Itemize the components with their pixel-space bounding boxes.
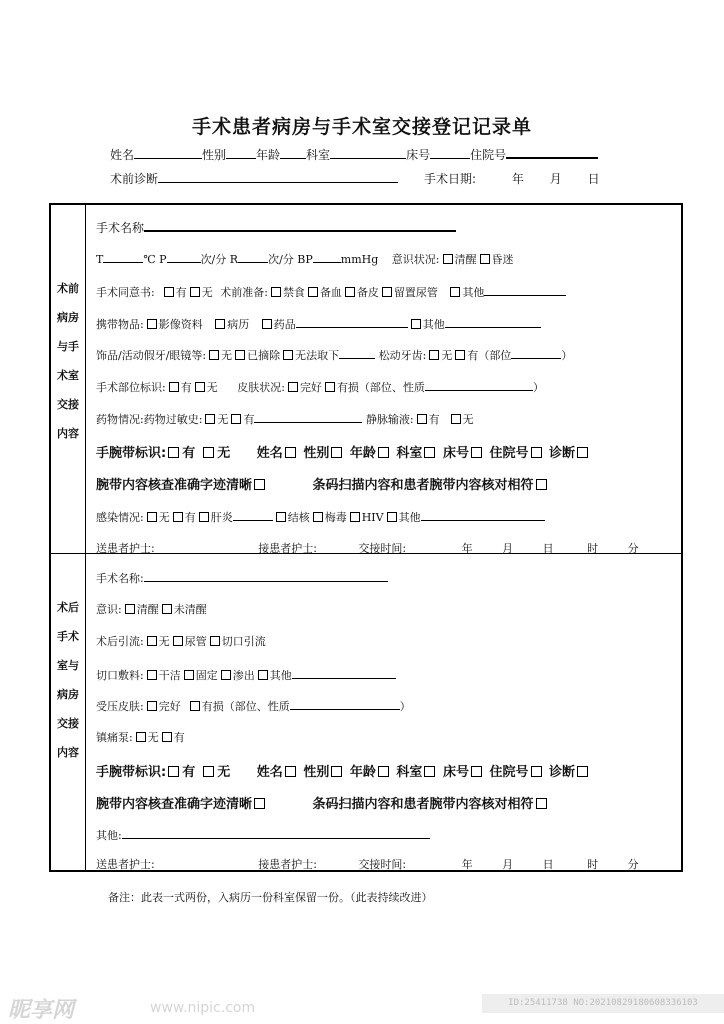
side-label-line: 术后: [57, 601, 79, 614]
post-sender-nurse-label: 送患者护士:: [96, 858, 155, 871]
pressure-damage-field[interactable]: [290, 697, 400, 710]
side-label-line: 病房: [57, 688, 79, 701]
option-label: 姓名: [256, 446, 283, 461]
header-patient-info: [110, 145, 598, 163]
paren-close: ）: [561, 349, 573, 362]
belongings-row: [96, 315, 541, 332]
post-awake-checkbox[interactable]: [125, 604, 135, 614]
option-label: 切口引流: [221, 635, 266, 648]
allergy-yes-checkbox[interactable]: [231, 414, 241, 424]
check2-checkbox[interactable]: [536, 479, 547, 490]
option-label: 其他: [269, 669, 292, 682]
time-minute: 分: [627, 542, 639, 555]
wb-name-checkbox[interactable]: [285, 447, 296, 458]
skin-prep-checkbox[interactable]: [345, 287, 355, 297]
pump-row: [96, 729, 185, 745]
drainage-row: [96, 633, 266, 649]
side-label-line: 与手: [57, 340, 79, 353]
post-receiver-nurse-label: 接患者护士:: [258, 858, 317, 871]
time-day: 日: [542, 858, 554, 871]
wristband-row: [96, 442, 591, 461]
diagnosis-label: 术前诊断: [110, 172, 159, 186]
site-mark-label: 手术部位标识:: [96, 381, 166, 394]
time-year: 年: [461, 542, 473, 555]
post-consciousness-label: 意识:: [96, 603, 122, 616]
dept-label: 科室: [306, 148, 331, 162]
loose-teeth-label: 松动牙齿:: [378, 349, 427, 362]
prep-label: 术前准备:: [220, 286, 268, 299]
wb-no-checkbox[interactable]: [203, 447, 214, 458]
temp-field[interactable]: [103, 250, 143, 263]
post-surgery-name-label: 手术名称:: [96, 572, 144, 585]
option-label: 禁食: [282, 286, 305, 299]
pressure-skin-row: [96, 697, 411, 714]
vitals-row: [96, 250, 514, 267]
time-minute: 分: [627, 858, 639, 871]
teeth-yes-checkbox[interactable]: [455, 350, 465, 360]
side-label-line: 交接: [57, 398, 79, 411]
page-title: 手术患者病房与手术室交接登记记录单: [191, 116, 532, 138]
post-wb-name-checkbox[interactable]: [285, 766, 296, 777]
post-wb-admission-checkbox[interactable]: [531, 766, 542, 777]
option-label: 有: [180, 381, 192, 394]
pulse-unit: 次/分: [200, 253, 227, 266]
option-label: 无: [221, 349, 233, 362]
bp-unit: mmHg: [340, 253, 379, 266]
surgery-date: [424, 170, 600, 187]
consent-no-checkbox[interactable]: [190, 287, 200, 297]
hiv-checkbox[interactable]: [350, 512, 360, 522]
post-op-side-label: [51, 593, 85, 767]
resp-field[interactable]: [238, 250, 268, 263]
resp-label: R: [229, 253, 239, 266]
time-month: 月: [502, 858, 514, 871]
post-handover-time-label: 交接时间:: [358, 858, 407, 871]
infection-row: [96, 508, 545, 525]
option-label: 性别: [303, 765, 330, 780]
age-field[interactable]: [280, 146, 306, 159]
option-label: 无: [217, 413, 229, 426]
sender-nurse-label: 送患者护士:: [96, 542, 155, 555]
check1-checkbox[interactable]: [254, 479, 265, 490]
acc-none-checkbox[interactable]: [209, 350, 219, 360]
wristband-label: 手腕带标识:: [96, 446, 167, 461]
option-label: 肝炎: [210, 511, 233, 524]
post-wristband-check-row: [96, 793, 550, 812]
option-label: 备皮: [356, 286, 379, 299]
tb-checkbox[interactable]: [276, 512, 286, 522]
date-year: 年: [511, 172, 524, 186]
option-label: 年龄: [349, 446, 376, 461]
temp-label: T: [96, 253, 104, 266]
post-not-awake-checkbox[interactable]: [162, 604, 172, 614]
post-surgery-name-row: [96, 569, 388, 586]
option-label: 无: [206, 381, 218, 394]
option-label: 梅毒: [324, 511, 347, 524]
option-label: 住院号: [489, 765, 529, 780]
option-label: 有损（部位、性质: [336, 381, 425, 394]
consent-row: [96, 283, 566, 300]
option-label: 其他: [398, 511, 421, 524]
option-label: 有: [184, 511, 196, 524]
acc-unable-checkbox[interactable]: [283, 350, 293, 360]
option-label: 完好: [158, 700, 181, 713]
infection-other-checkbox[interactable]: [387, 512, 397, 522]
consent-label: 手术同意书:: [96, 286, 155, 299]
acc-unable-field[interactable]: [339, 346, 375, 359]
post-wristband-row: [96, 761, 591, 780]
surgery-date-label: 手术日期:: [424, 172, 477, 186]
surgery-name-label: 手术名称: [96, 221, 145, 235]
admission-no-label: 住院号: [470, 148, 507, 162]
gender-field[interactable]: [226, 146, 256, 159]
option-label: 有损（部位、性质: [201, 700, 290, 713]
option-label: 有: [175, 286, 187, 299]
drugs-checkbox[interactable]: [262, 319, 272, 329]
pump-label: 镇痛泵:: [96, 731, 133, 744]
post-check1-checkbox[interactable]: [254, 798, 265, 809]
bed-label: 床号: [406, 148, 431, 162]
option-label: 无: [158, 635, 170, 648]
paren-close: ）: [399, 700, 411, 713]
skin-label: 皮肤状况:: [237, 381, 285, 394]
pump-no-checkbox[interactable]: [136, 732, 146, 742]
gender-label: 性别: [202, 148, 227, 162]
post-surgery-name-field[interactable]: [144, 569, 388, 582]
consent-yes-checkbox[interactable]: [164, 287, 174, 297]
surgery-name-field[interactable]: [144, 218, 456, 232]
post-wb-bed-checkbox[interactable]: [471, 766, 482, 777]
skin-intact-checkbox[interactable]: [288, 382, 298, 392]
surgery-name-row: [96, 218, 456, 236]
catheter-checkbox[interactable]: [382, 287, 392, 297]
coma-label: 昏迷: [491, 253, 514, 266]
accessories-label: 饰品/活动假牙/眼镜等:: [96, 349, 207, 362]
awake-label: 清醒: [454, 253, 477, 266]
hepatitis-checkbox[interactable]: [199, 512, 209, 522]
post-op-footer: [96, 856, 639, 872]
option-label: 病历: [227, 318, 250, 331]
option-label: 无: [158, 511, 170, 524]
allergy-label: 药物过敏史:: [143, 413, 203, 426]
option-label: 渗出: [232, 669, 255, 682]
option-label: 性别: [303, 446, 330, 461]
belongings-other-checkbox[interactable]: [411, 319, 421, 329]
site-yes-checkbox[interactable]: [169, 382, 179, 392]
belongings-label: 携带物品:: [96, 318, 144, 331]
bp-label: BP: [297, 253, 313, 266]
option-label: 未清醒: [173, 603, 207, 616]
bp-field[interactable]: [313, 250, 341, 263]
post-other-field[interactable]: [122, 826, 430, 839]
drainage-label: 术后引流:: [96, 635, 144, 648]
handover-time-label: 交接时间:: [358, 542, 407, 555]
check2-label: 条码扫描内容和患者腕带内容核对相符: [312, 478, 534, 493]
coma-checkbox[interactable]: [480, 254, 490, 264]
post-wb-age-checkbox[interactable]: [378, 766, 389, 777]
watermark-id: ID:25411738 NO:20210829180608336103: [482, 994, 724, 1013]
allergy-no-checkbox[interactable]: [205, 414, 215, 424]
option-label: 有: [428, 413, 440, 426]
post-wb-gender-checkbox[interactable]: [331, 766, 342, 777]
option-label: 固定: [195, 669, 218, 682]
temp-unit: ℃: [143, 253, 156, 266]
paren-close: ）: [532, 381, 544, 394]
option-label: 科室: [396, 765, 423, 780]
wristband-check-row: [96, 474, 550, 493]
option-label: 床号: [442, 446, 469, 461]
name-label: 姓名: [110, 148, 135, 162]
side-label-line: 术前: [57, 282, 79, 295]
skin-damage-field[interactable]: [425, 378, 533, 391]
prep-other-checkbox[interactable]: [450, 287, 460, 297]
option-label: 清醒: [136, 603, 159, 616]
option-label: 无: [462, 413, 474, 426]
option-label: 无: [217, 446, 231, 461]
pre-op-side-label: [51, 274, 85, 448]
dressing-label: 切口敷料:: [96, 669, 144, 682]
site-no-checkbox[interactable]: [195, 382, 205, 392]
option-label: 无法取下: [295, 349, 340, 362]
consciousness-label: 意识状况:: [391, 253, 440, 266]
option-label: 诊断: [549, 765, 576, 780]
header-diagnosis-row: [110, 170, 398, 187]
option-label: 备血: [319, 286, 342, 299]
bed-field[interactable]: [430, 146, 470, 159]
option-label: 无: [441, 349, 453, 362]
pressure-damaged-checkbox[interactable]: [190, 701, 200, 711]
time-hour: 时: [587, 858, 599, 871]
drain-incision-checkbox[interactable]: [210, 636, 220, 646]
drain-none-checkbox[interactable]: [147, 636, 157, 646]
post-wb-yes-checkbox[interactable]: [168, 766, 179, 777]
side-label-line: 手术: [57, 630, 79, 643]
side-label-line: 病房: [57, 311, 79, 324]
pulse-label: P: [159, 253, 167, 266]
option-label: 已摘除: [247, 349, 281, 362]
iv-no-checkbox[interactable]: [451, 414, 461, 424]
option-label: 诊断: [549, 446, 576, 461]
post-other-label: 其他:: [96, 829, 122, 842]
inf-none-checkbox[interactable]: [147, 512, 157, 522]
time-year: 年: [461, 858, 473, 871]
option-label: 其他: [422, 318, 445, 331]
post-check1-label: 腕带内容核查准确字迹清晰: [96, 797, 253, 812]
blood-checkbox[interactable]: [308, 287, 318, 297]
drug-row: [96, 410, 474, 427]
infection-label: 感染情况:: [96, 511, 144, 524]
dressing-other-checkbox[interactable]: [258, 670, 268, 680]
footnote: 备注：此表一式两份，入病历一份科室保留一份。（此表持续改进）: [108, 891, 433, 904]
option-label: 影像资料: [158, 318, 203, 331]
post-wb-dept-checkbox[interactable]: [424, 766, 435, 777]
receiver-nurse-label: 接患者护士:: [258, 542, 317, 555]
age-label: 年龄: [256, 148, 281, 162]
records-checkbox[interactable]: [215, 319, 225, 329]
drug-label: 药物情况:: [96, 413, 144, 426]
option-label: 无: [217, 765, 231, 780]
pre-op-footer: [96, 540, 639, 556]
wb-bed-checkbox[interactable]: [471, 447, 482, 458]
side-label-line: 内容: [57, 427, 79, 440]
admission-no-field[interactable]: [506, 145, 598, 159]
post-wb-no-checkbox[interactable]: [203, 766, 214, 777]
date-month: 月: [549, 172, 562, 186]
date-day: 日: [587, 172, 600, 186]
prep-other-field[interactable]: [484, 283, 566, 296]
inf-yes-checkbox[interactable]: [173, 512, 183, 522]
wb-diagnosis-checkbox[interactable]: [577, 447, 588, 458]
dressing-other-field[interactable]: [292, 666, 396, 679]
post-wristband-label: 手腕带标识:: [96, 765, 167, 780]
diagnosis-field[interactable]: [158, 170, 398, 183]
option-label: 无: [201, 286, 213, 299]
acc-removed-checkbox[interactable]: [235, 350, 245, 360]
option-label: 有: [173, 731, 185, 744]
time-month: 月: [502, 542, 514, 555]
wb-dept-checkbox[interactable]: [424, 447, 435, 458]
allergy-field[interactable]: [254, 410, 362, 423]
option-label: 药品: [273, 318, 296, 331]
wb-age-checkbox[interactable]: [378, 447, 389, 458]
dressing-ooze-checkbox[interactable]: [221, 670, 231, 680]
time-hour: 时: [587, 542, 599, 555]
option-label: 科室: [396, 446, 423, 461]
belongings-other-field[interactable]: [445, 315, 541, 328]
side-label-line: 交接: [57, 717, 79, 730]
option-label: HIV: [361, 511, 384, 524]
resp-unit: 次/分: [268, 253, 294, 266]
imaging-checkbox[interactable]: [147, 319, 157, 329]
option-label: 尿管: [184, 635, 207, 648]
option-label: 有: [182, 765, 196, 780]
infection-other-field[interactable]: [421, 508, 545, 521]
name-field[interactable]: [134, 146, 202, 159]
pressure-intact-checkbox[interactable]: [147, 701, 157, 711]
check1-label: 腕带内容核查准确字迹清晰: [96, 478, 253, 493]
option-label: 其他: [462, 286, 485, 299]
dressing-row: [96, 666, 396, 683]
post-other-row: [96, 826, 430, 843]
pump-yes-checkbox[interactable]: [162, 732, 172, 742]
post-check2-label: 条码扫描内容和患者腕带内容核对相符: [312, 797, 534, 812]
option-label: 干洁: [158, 669, 181, 682]
dressing-fixed-checkbox[interactable]: [184, 670, 194, 680]
teeth-site-field[interactable]: [511, 346, 561, 359]
dept-field[interactable]: [330, 146, 406, 159]
iv-yes-checkbox[interactable]: [417, 414, 427, 424]
option-label: 完好: [299, 381, 322, 394]
option-label: 无: [147, 731, 159, 744]
option-label: 有: [182, 446, 196, 461]
post-check2-checkbox[interactable]: [536, 798, 547, 809]
option-label: 结核: [287, 511, 310, 524]
option-label: 住院号: [489, 446, 529, 461]
syphilis-checkbox[interactable]: [313, 512, 323, 522]
wb-admission-checkbox[interactable]: [531, 447, 542, 458]
watermark-logo: 昵享网: [8, 998, 75, 1023]
drain-urinary-checkbox[interactable]: [173, 636, 183, 646]
option-label: 有: [243, 413, 255, 426]
awake-checkbox[interactable]: [443, 254, 453, 264]
wb-gender-checkbox[interactable]: [331, 447, 342, 458]
option-label: 有（部位: [467, 349, 512, 362]
post-consciousness-row: [96, 601, 207, 617]
drugs-field[interactable]: [296, 315, 408, 328]
dressing-dry-checkbox[interactable]: [147, 670, 157, 680]
pressure-skin-label: 受压皮肤:: [96, 700, 144, 713]
watermark-url: www.nipic.com: [150, 1000, 256, 1016]
accessories-row: [96, 346, 572, 363]
pulse-field[interactable]: [167, 250, 201, 263]
side-label-line: 内容: [57, 746, 79, 759]
side-label-line: 室与: [57, 659, 79, 672]
option-label: 床号: [442, 765, 469, 780]
site-mark-row: [96, 378, 544, 395]
skin-damaged-checkbox[interactable]: [325, 382, 335, 392]
post-wb-diagnosis-checkbox[interactable]: [577, 766, 588, 777]
iv-label: 静脉输液:: [365, 413, 414, 426]
column-divider: [85, 203, 86, 872]
hepatitis-field[interactable]: [233, 508, 273, 521]
teeth-no-checkbox[interactable]: [429, 350, 439, 360]
time-day: 日: [542, 542, 554, 555]
option-label: 姓名: [256, 765, 283, 780]
fast-checkbox[interactable]: [271, 287, 281, 297]
option-label: 留置尿管: [393, 286, 438, 299]
wb-yes-checkbox[interactable]: [168, 447, 179, 458]
option-label: 年龄: [349, 765, 376, 780]
side-label-line: 术室: [57, 369, 79, 382]
